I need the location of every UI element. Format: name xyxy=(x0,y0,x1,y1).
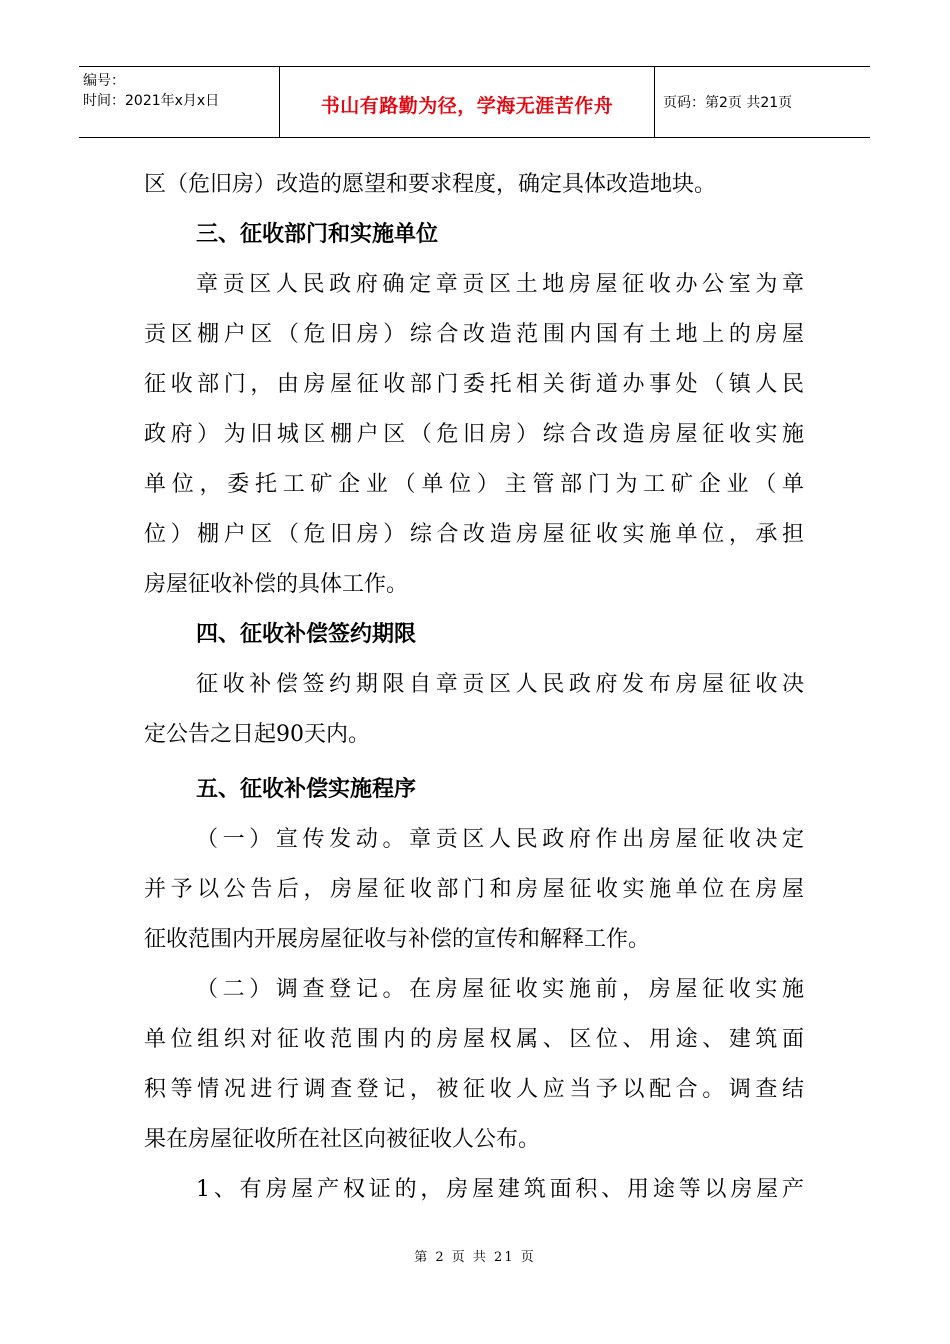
paragraph-line: 征收部门，由房屋征收部门委托相关街道办事处（镇人民 xyxy=(144,372,804,397)
header-motto-cell xyxy=(280,67,655,137)
paragraph-line: 章贡区人民政府确定章贡区土地房屋征收办公室为章 xyxy=(196,272,804,297)
paragraph-line: （一）宣传发动。章贡区人民政府作出房屋征收决定 xyxy=(196,827,804,852)
paragraph-line: 积等情况进行调查登记，被征收人应当予以配合。调查结 xyxy=(144,1077,804,1102)
paragraph-line: 果在房屋征收所在社区向被征收人公布。 xyxy=(144,1127,541,1152)
section-heading: 五、征收补偿实施程序 xyxy=(196,777,417,802)
page-footer: 第 2 页 共 21 页 xyxy=(414,1250,536,1265)
header-page-cell xyxy=(655,67,870,137)
paragraph-line: 单位，委托工矿企业（单位）主管部门为工矿企业（单 xyxy=(144,472,804,497)
paragraph-line: 政府）为旧城区棚户区（危旧房）综合改造房屋征收实施 xyxy=(144,422,804,447)
paragraph-line: 贡区棚户区（危旧房）综合改造范围内国有土地上的房屋 xyxy=(144,322,804,347)
paragraph-line: 并予以公告后，房屋征收部门和房屋征收实施单位在房屋 xyxy=(144,877,804,902)
paragraph-line: 房屋征收补偿的具体工作。 xyxy=(144,572,409,597)
document-date: 时间：2021年x月x日 xyxy=(83,93,220,109)
section-heading: 四、征收补偿签约期限 xyxy=(196,622,417,647)
paragraph-line: 征收范围内开展房屋征收与补偿的宣传和解释工作。 xyxy=(144,927,651,952)
paragraph-line: （二）调查登记。在房屋征收实施前，房屋征收实施 xyxy=(196,977,804,1002)
document-number: 编号： xyxy=(83,73,125,89)
paragraph-line: 区（危旧房）改造的愿望和要求程度，确定具体改造地块。 xyxy=(144,172,717,197)
paragraph-line: 征收补偿签约期限自章贡区人民政府发布房屋征收决 xyxy=(196,672,804,697)
header-table xyxy=(79,66,870,138)
page-info: 页码：第2页 共21页 xyxy=(663,95,793,111)
header-info-cell xyxy=(79,67,280,137)
paragraph-line: 1、有房屋产权证的，房屋建筑面积、用途等以房屋产 xyxy=(196,1177,804,1202)
paragraph-line: 定公告之日起90天内。 xyxy=(144,722,370,747)
section-heading: 三、征收部门和实施单位 xyxy=(196,222,439,247)
motto: 书山有路勤为径，学海无涯苦作舟 xyxy=(320,95,614,117)
paragraph-line: 位）棚户区（危旧房）综合改造房屋征收实施单位，承担 xyxy=(144,522,804,547)
paragraph-line: 单位组织对征收范围内的房屋权属、区位、用途、建筑面 xyxy=(144,1027,804,1052)
